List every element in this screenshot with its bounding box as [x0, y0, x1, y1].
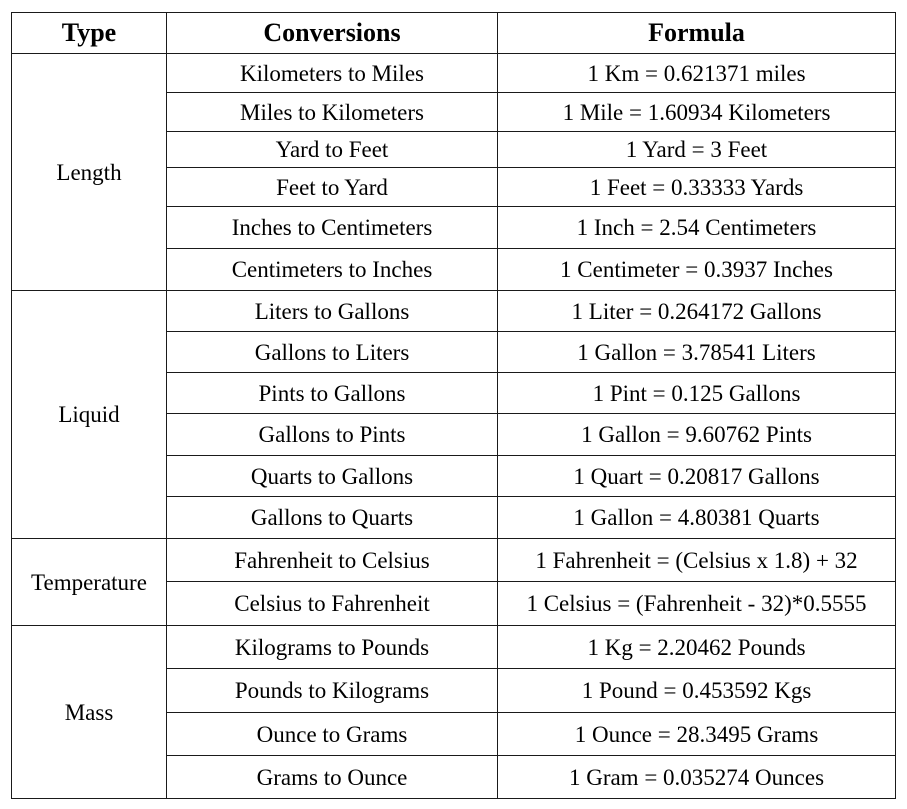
- conversion-cell: Miles to Kilometers: [167, 93, 498, 132]
- formula-cell: 1 Gallon = 4.80381 Quarts: [498, 497, 896, 539]
- table-row: [12, 54, 896, 93]
- formula-cell: 1 Mile = 1.60934 Kilometers: [498, 93, 896, 132]
- formula-cell: 1 Gallon = 9.60762 Pints: [498, 414, 896, 456]
- type-cell-mass: Mass: [12, 626, 167, 799]
- formula-cell: 1 Fahrenheit = (Celsius x 1.8) + 32: [498, 539, 896, 582]
- table-row: [12, 539, 896, 582]
- conversion-cell: Quarts to Gallons: [167, 456, 498, 497]
- formula-cell: 1 Gallon = 3.78541 Liters: [498, 332, 896, 373]
- table-row: [12, 291, 896, 332]
- header-row: [12, 13, 896, 54]
- conversion-cell: Liters to Gallons: [167, 291, 498, 332]
- conversion-cell: Feet to Yard: [167, 168, 498, 207]
- conversion-cell: Inches to Centimeters: [167, 207, 498, 249]
- formula-cell: 1 Centimeter = 0.3937 Inches: [498, 249, 896, 291]
- conversion-cell: Pounds to Kilograms: [167, 669, 498, 713]
- conversion-cell: Gallons to Quarts: [167, 497, 498, 539]
- formula-cell: 1 Liter = 0.264172 Gallons: [498, 291, 896, 332]
- table-row: [12, 626, 896, 669]
- formula-cell: 1 Pound = 0.453592 Kgs: [498, 669, 896, 713]
- formula-cell: 1 Celsius = (Fahrenheit - 32)*0.5555: [498, 582, 896, 626]
- formula-cell: 1 Quart = 0.20817 Gallons: [498, 456, 896, 497]
- formula-cell: 1 Feet = 0.33333 Yards: [498, 168, 896, 207]
- formula-cell: 1 Yard = 3 Feet: [498, 132, 896, 168]
- conversion-cell: Fahrenheit to Celsius: [167, 539, 498, 582]
- conversion-cell: Ounce to Grams: [167, 713, 498, 756]
- formula-cell: 1 Kg = 2.20462 Pounds: [498, 626, 896, 669]
- header-conversions: Conversions: [167, 13, 498, 54]
- formula-cell: 1 Pint = 0.125 Gallons: [498, 373, 896, 414]
- conversion-cell: Yard to Feet: [167, 132, 498, 168]
- conversion-cell: Centimeters to Inches: [167, 249, 498, 291]
- type-cell-length: Length: [12, 54, 167, 291]
- conversion-cell: Grams to Ounce: [167, 756, 498, 799]
- formula-cell: 1 Gram = 0.035274 Ounces: [498, 756, 896, 799]
- conversion-cell: Gallons to Pints: [167, 414, 498, 456]
- conversion-cell: Pints to Gallons: [167, 373, 498, 414]
- conversion-cell: Gallons to Liters: [167, 332, 498, 373]
- formula-cell: 1 Ounce = 28.3495 Grams: [498, 713, 896, 756]
- formula-cell: 1 Km = 0.621371 miles: [498, 54, 896, 93]
- formula-cell: 1 Inch = 2.54 Centimeters: [498, 207, 896, 249]
- type-cell-liquid: Liquid: [12, 291, 167, 539]
- type-cell-temperature: Temperature: [12, 539, 167, 626]
- conversion-cell: Kilometers to Miles: [167, 54, 498, 93]
- header-formula: Formula: [498, 13, 896, 54]
- conversion-cell: Celsius to Fahrenheit: [167, 582, 498, 626]
- header-type: Type: [12, 13, 167, 54]
- conversion-table: [11, 12, 896, 799]
- conversion-cell: Kilograms to Pounds: [167, 626, 498, 669]
